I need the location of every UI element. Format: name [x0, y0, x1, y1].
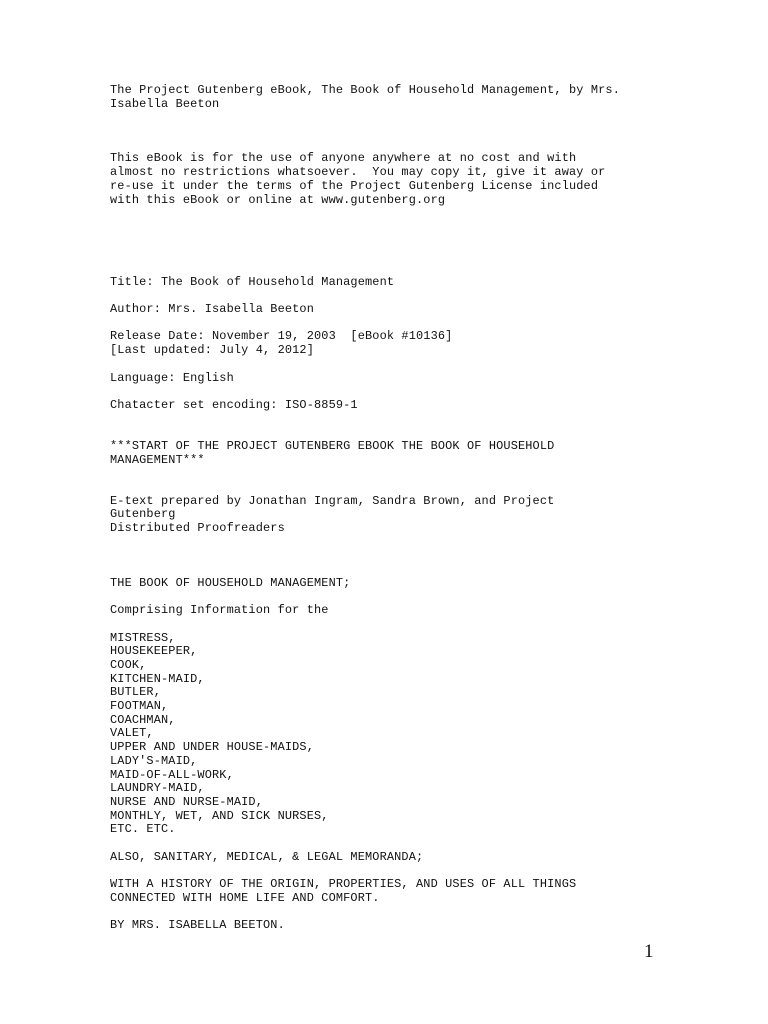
- metadata-block: [110, 276, 670, 413]
- license-block: [110, 152, 670, 207]
- role-item: UPPER AND UNDER HOUSE-MAIDS,: [110, 740, 314, 755]
- byline: BY MRS. ISABELLA BEETON.: [110, 918, 285, 933]
- role-item: LADY'S-MAID,: [110, 753, 198, 768]
- start-marker-line: MANAGEMENT***: [110, 452, 205, 467]
- comprising-line: Comprising Information for the: [110, 603, 329, 618]
- role-item: KITCHEN-MAID,: [110, 671, 205, 686]
- license-line: re-use it under the terms of the Project Gutenberg License included: [110, 178, 599, 193]
- role-item: MONTHLY, WET, AND SICK NURSES,: [110, 808, 329, 823]
- license-line: almost no restrictions whatsoever. You may copy it, give it away or: [110, 165, 606, 180]
- history-line: WITH A HISTORY OF THE ORIGIN, PROPERTIES, AND USES OF ALL THINGS: [110, 877, 577, 892]
- role-item: BUTLER,: [110, 685, 161, 700]
- license-line: with this eBook or online at www.gutenberg.org: [110, 192, 446, 207]
- role-item: LAUNDRY-MAID,: [110, 781, 205, 796]
- language-line: Language: English: [110, 370, 234, 385]
- book-heading: THE BOOK OF HOUSEHOLD MANAGEMENT;: [110, 575, 351, 590]
- license-line: This eBook is for the use of anyone anywhere at no cost and with: [110, 151, 577, 166]
- header-block: [110, 84, 670, 111]
- author-line: Author: Mrs. Isabella Beeton: [110, 302, 314, 317]
- start-marker-line: ***START OF THE PROJECT GUTENBERG EBOOK THE BOOK OF HOUSEHOLD: [110, 438, 555, 453]
- last-updated-line: [Last updated: July 4, 2012]: [110, 343, 314, 358]
- header-line: The Project Gutenberg eBook, The Book of Household Management, by Mrs.: [110, 83, 620, 97]
- history-line: CONNECTED WITH HOME LIFE AND COMFORT.: [110, 890, 380, 905]
- credits-line: Gutenberg: [110, 507, 176, 522]
- credits-line: E-text prepared by Jonathan Ingram, Sandra Brown, and Project: [110, 493, 555, 508]
- role-item: NURSE AND NURSE-MAID,: [110, 794, 263, 809]
- role-item: VALET,: [110, 726, 154, 741]
- roles-list: [110, 632, 670, 837]
- ebook-text: [110, 84, 670, 933]
- release-date-line: Release Date: November 19, 2003 [eBook #10136]: [110, 329, 453, 344]
- credits-block: [110, 495, 670, 536]
- role-item: ETC. ETC.: [110, 822, 176, 837]
- role-item: MISTRESS,: [110, 630, 176, 645]
- encoding-line: Chatacter set encoding: ISO-8859-1: [110, 397, 358, 412]
- page-number: 1: [644, 941, 654, 962]
- role-item: COOK,: [110, 658, 147, 673]
- credits-line: Distributed Proofreaders: [110, 521, 285, 536]
- role-item: COACHMAN,: [110, 712, 176, 727]
- book-block: [110, 577, 670, 933]
- title-line: Title: The Book of Household Management: [110, 274, 395, 289]
- role-item: MAID-OF-ALL-WORK,: [110, 767, 234, 782]
- role-item: FOOTMAN,: [110, 699, 169, 714]
- start-marker-block: [110, 440, 670, 467]
- header-line: Isabella Beeton: [110, 96, 220, 111]
- also-line: ALSO, SANITARY, MEDICAL, & LEGAL MEMORANDA;: [110, 849, 424, 864]
- role-item: HOUSEKEEPER,: [110, 644, 198, 659]
